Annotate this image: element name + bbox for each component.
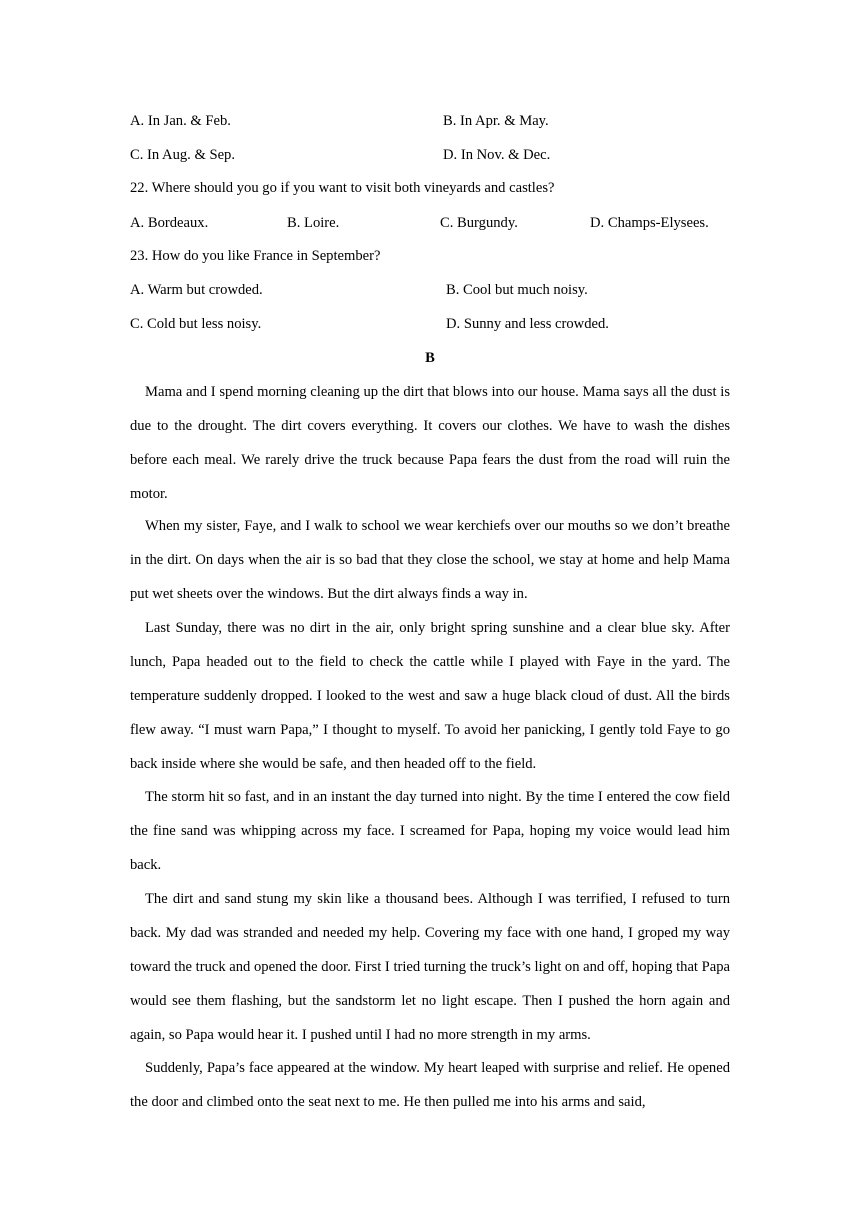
passage-paragraph: The storm hit so fast, and in an instant the day turned into night. By the time I entered the cow field the fine sand was whipping across my face. I screamed for Papa, hoping my voice would lead him back. [130, 789, 730, 873]
passage-paragraph: When my sister, Faye, and I walk to school we wear kerchiefs over our mouths so we don’t breathe in the dirt. On days when the air is so bad that they close the school, we stay at home and help Mama put wet sheets over the windows. But the dirt always finds a way in. [130, 518, 730, 602]
q22-stem: 22. Where should you go if you want to visit both vineyards and castles? [130, 180, 555, 196]
passage-paragraph: Suddenly, Papa’s face appeared at the window. My heart leaped with surprise and relief. He opened the door and climbed onto the seat next to me. He then pulled me into his arms and said, [130, 1060, 730, 1110]
q22-option-a: A. Bordeaux. [130, 215, 209, 231]
passage-paragraph: Last Sunday, there was no dirt in the air, only bright spring sunshine and a clear blue sky. After lunch, Papa headed out to the field to check the cattle while I played with Faye in the yard. The temperature suddenly dropped. I looked to the west and saw a huge black cloud of dust. All the birds flew away. “I must warn Papa,” I thought to myself. To avoid her panicking, I gently told Faye to go back inside where she would be safe, and then headed off to the field. [130, 620, 730, 772]
q22-option-d: D. Champs-Elysees. [590, 215, 709, 231]
q23-stem: 23. How do you like France in September? [130, 248, 381, 264]
q23-option-a: A. Warm but crowded. [130, 282, 263, 298]
q21-option-d: D. In Nov. & Dec. [443, 147, 551, 163]
q22-option-c: C. Burgundy. [440, 215, 518, 231]
section-heading: B [425, 350, 435, 366]
passage-paragraph: Mama and I spend morning cleaning up the dirt that blows into our house. Mama says all the dust is due to the drought. The dirt covers everything. It covers our clothes. We have to wash the dishes before each meal. We rarely drive the truck because Papa fears the dust from the road will ruin the motor. [130, 384, 730, 502]
passage-paragraph: The dirt and sand stung my skin like a thousand bees. Although I was terrified, I refused to turn back. My dad was stranded and needed my help. Covering my face with one hand, I groped my way toward the truck and opened the door. First I tried turning the truck’s light on and off, hoping that Papa would see them flashing, but the sandstorm let no light escape. Then I pushed the horn again and again, so Papa would hear it. I pushed until I had no more strength in my arms. [130, 891, 730, 1043]
q21-option-c: C. In Aug. & Sep. [130, 147, 235, 163]
q21-option-b: B. In Apr. & May. [443, 113, 549, 129]
q22-option-b: B. Loire. [287, 215, 340, 231]
q23-option-b: B. Cool but much noisy. [446, 282, 588, 298]
q21-option-a: A. In Jan. & Feb. [130, 113, 231, 129]
q23-option-c: C. Cold but less noisy. [130, 316, 262, 332]
q23-option-d: D. Sunny and less crowded. [446, 316, 609, 332]
